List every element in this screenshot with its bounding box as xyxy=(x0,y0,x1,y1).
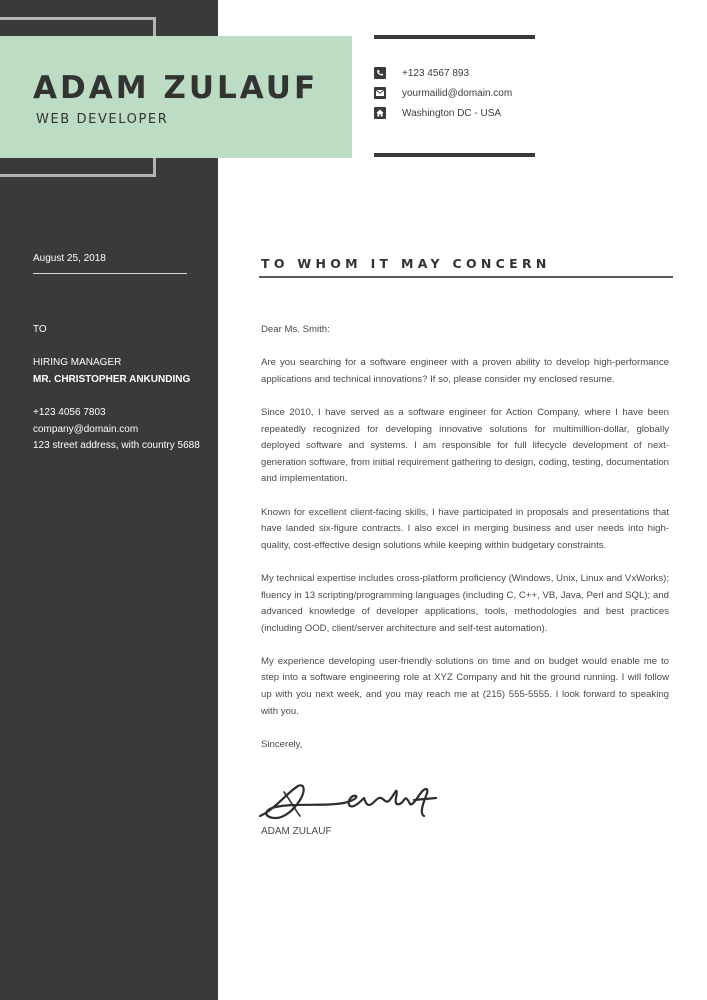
recipient-email: company@domain.com xyxy=(33,424,139,435)
contact-top-rule xyxy=(374,35,535,39)
signature-image xyxy=(254,770,444,830)
contact-location xyxy=(374,106,501,120)
heading-divider xyxy=(259,276,673,278)
mail-icon xyxy=(374,87,386,99)
recipient-title: HIRING MANAGER xyxy=(33,357,122,368)
letter-paragraph: My technical expertise includes cross-platform proficiency (Windows, Unix, Linux and VxWorks); fluency in 13 scripting/programming languages (including C, C++, VB, Java, Perl and SQL); and advanced knowledge of developer applications, tools, methodologies and best practices (including OOD, client/server architecture and self-test automation). xyxy=(261,572,669,634)
letter-paragraph: Are you searching for a software engineer with a proven ability to develop high-performance applications and technical innovations? If so, please consider my enclosed resume. xyxy=(261,357,669,385)
to-label: TO xyxy=(33,324,47,335)
recipient-phone: +123 4056 7803 xyxy=(33,407,106,418)
home-icon xyxy=(374,107,386,119)
signer-name: ADAM ZULAUF xyxy=(261,826,332,837)
recipient-address: 123 street address, with country 5688 xyxy=(33,440,200,451)
recipient-name: MR. CHRISTOPHER ANKUNDING xyxy=(33,374,191,385)
letter-paragraph: My experience developing user-friendly solutions on time and on budget would enable me to step into a software engineering role at XYZ Company and hit the ground running. I will follow up with you next week, and you may reach me at (215) 555-5555. I look forward to speaking with you. xyxy=(261,655,669,717)
contact-email-text: yourmailid@domain.com xyxy=(402,87,513,99)
applicant-name: ADAM ZULAUF xyxy=(33,70,319,106)
letter-date: August 25, 2018 xyxy=(33,253,106,264)
phone-icon xyxy=(374,67,386,79)
contact-location-text: Washington DC - USA xyxy=(402,107,502,119)
contact-email xyxy=(374,86,512,100)
letter-paragraph: Since 2010, I have served as a software engineer for Action Company, where I have been repeatedly recognized for developing innovative solutions for multimillion-dollar, globally deployed software and systems. I am responsible for full lifecycle development of next-generation software, from initial requirement gathering to design, coding, testing, documentation and implementation. xyxy=(261,406,669,485)
letter-body xyxy=(261,322,669,770)
letter-paragraph: Known for excellent client-facing skills, I have participated in proposals and presentations that have landed six-figure contracts. I also excel in merging business and user needs into high-quality, cost-effective design solutions while keeping within budgetary constraints. xyxy=(261,506,669,551)
contact-phone xyxy=(374,66,469,80)
contact-phone-text: +123 4567 893 xyxy=(402,67,470,79)
contact-bottom-rule xyxy=(374,153,535,157)
letter-heading: TO WHOM IT MAY CONCERN xyxy=(261,256,551,271)
salutation: Dear Ms. Smith: xyxy=(261,324,330,335)
date-divider xyxy=(33,273,187,274)
applicant-title: WEB DEVELOPER xyxy=(36,112,169,127)
closing: Sincerely, xyxy=(261,738,303,750)
